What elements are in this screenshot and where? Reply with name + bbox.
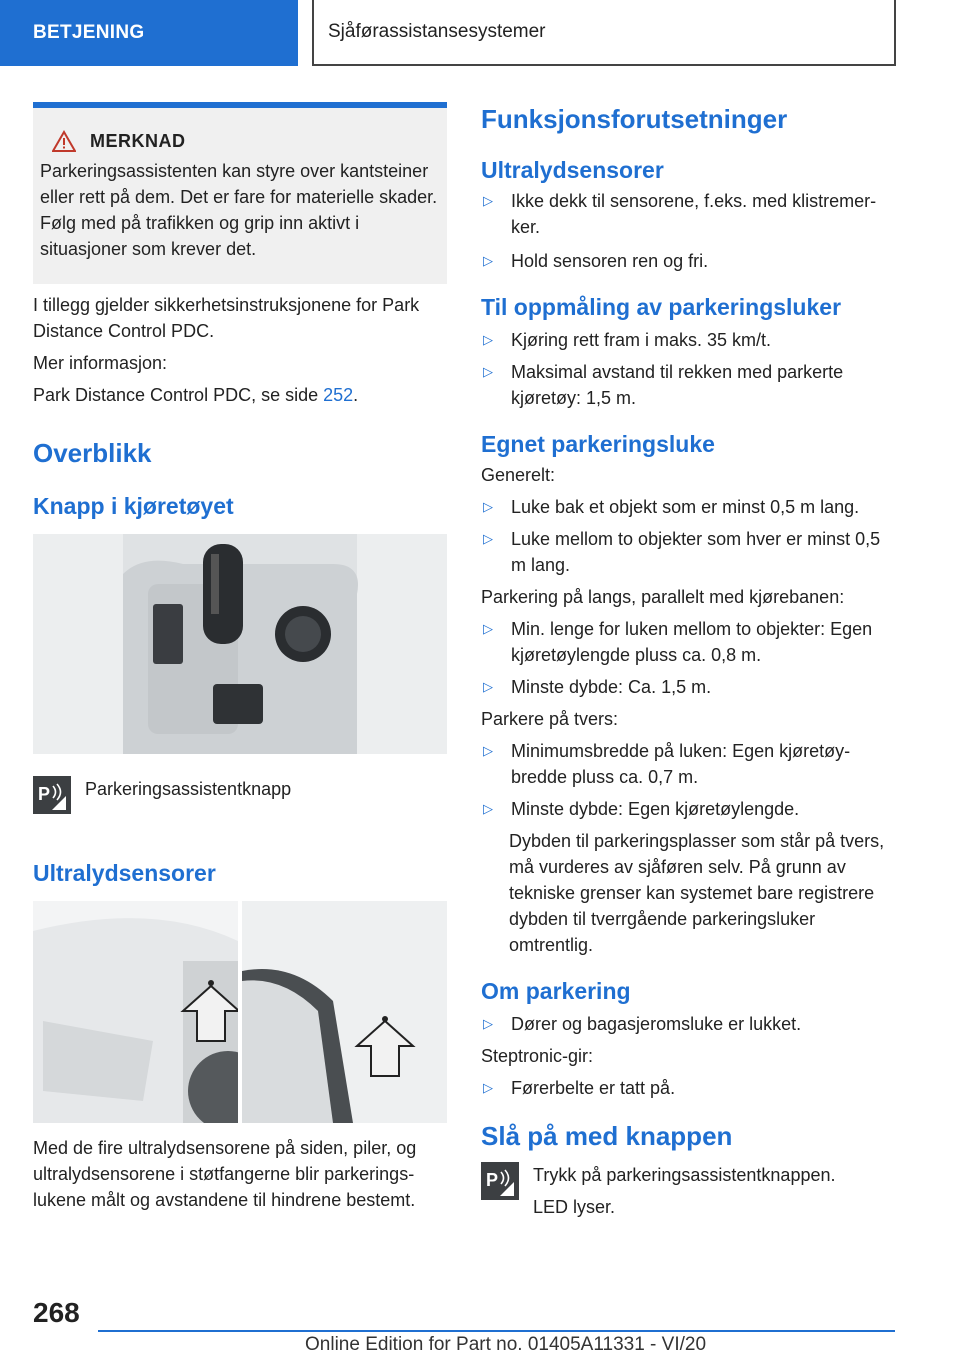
chapter-title: Sjåførassistansesystemer <box>328 21 546 42</box>
bullet-triangle-icon: ▷ <box>483 531 493 546</box>
bullet-triangle-icon: ▷ <box>483 253 493 268</box>
heading-overview: Overblikk <box>33 438 152 468</box>
list-item-text: Kjøring rett fram i maks. 35 km/t. <box>511 330 772 350</box>
general-label: Generelt: <box>481 465 556 485</box>
list-item <box>481 616 895 668</box>
left-column <box>33 102 447 1213</box>
list-item-text: Førerbelte er tatt på. <box>511 1078 676 1098</box>
heading-switch-on: Slå på med knappen <box>481 1121 733 1151</box>
bullet-triangle-icon: ▷ <box>483 364 493 379</box>
page-number: 268 <box>33 1297 80 1328</box>
pdc-reference-text: Park Distance Control PDC, se side <box>33 385 324 405</box>
list-item-text: Hold sensoren ren og fri. <box>511 251 709 271</box>
switch-on-steps <box>533 1162 835 1220</box>
safety-paragraph: I tillegg gjelder sikkerhetsinstruksjonene for Park Distance Control PDC. <box>33 295 420 341</box>
list-item-text: Luke mellom to objekter som hver er minst 0,5 m lang. <box>511 529 881 575</box>
bullet-triangle-icon: ▷ <box>483 1080 493 1095</box>
ultrasound-list <box>481 188 895 274</box>
bullet-triangle-icon: ▷ <box>483 332 493 347</box>
heading-requirements: Funksjonsforutsetninger <box>481 104 788 134</box>
header-chapter <box>312 0 896 66</box>
list-item <box>481 1011 895 1037</box>
heading-measure-gaps: Til oppmåling av parkeringsluker <box>481 294 842 320</box>
steptronic-label: Steptronic-gir: <box>481 1046 594 1066</box>
parallel-list <box>481 616 895 700</box>
bullet-triangle-icon: ▷ <box>483 193 493 208</box>
heading-ultrasound-sensors-left: Ultralydsensorer <box>33 860 216 886</box>
button-caption-row <box>33 776 447 814</box>
list-item-text: Luke bak et objekt som er minst 0,5 m lang. <box>511 497 860 517</box>
list-item <box>481 248 895 274</box>
pdc-parking-icon <box>481 1162 519 1200</box>
list-item-text: Maksimal avstand til rekken med parkerte kjøretøy: 1,5 m. <box>511 362 844 408</box>
bullet-triangle-icon: ▷ <box>483 499 493 514</box>
general-list <box>481 494 895 578</box>
list-item <box>481 738 895 790</box>
parallel-label: Parkering på langs, parallelt med kjørebanen: <box>481 587 845 607</box>
notice-header <box>40 130 440 152</box>
svg-text:P: P <box>38 784 51 804</box>
list-item <box>481 359 895 411</box>
sensor-photo <box>33 901 447 1123</box>
console-illustration <box>33 534 447 754</box>
pdc-parking-icon <box>33 776 71 814</box>
sensors-description: Med de fire ultralydsensorene på siden, piler, og ultralydsensorene i støtfangerne blir parkeringslukene målt og avstandene til hindrene bestemt. <box>33 1138 417 1210</box>
button-caption: Parkeringsassistentknapp <box>85 779 292 799</box>
cross-note: Dybden til parkeringsplasser som står på tvers, må vurderes av sjåføren selv. På grunn av tekniske grenser kan systemet bare registrere dybden til tverrgående parkeringsluker omtrentlig. <box>509 831 885 955</box>
sensor-illustration <box>33 901 447 1123</box>
list-item <box>481 188 895 240</box>
switch-on-step-2: LED lyser. <box>533 1197 616 1217</box>
footer-rule <box>98 1330 895 1332</box>
list-item <box>481 796 895 822</box>
measure-list <box>481 327 895 411</box>
cross-label: Parkere på tvers: <box>481 709 619 729</box>
bullet-triangle-icon: ▷ <box>483 743 493 758</box>
about-list <box>481 1011 895 1037</box>
list-item-text: Ikke dekk til sensorene, f.eks. med klistremerker. <box>511 191 877 237</box>
bullet-triangle-icon: ▷ <box>483 801 493 816</box>
list-item-text: Dører og bagasjeromsluke er lukket. <box>511 1014 802 1034</box>
bullet-triangle-icon: ▷ <box>483 1016 493 1031</box>
right-column <box>481 102 895 1220</box>
list-item-text: Minste dybde: Egen kjøretøylengde. <box>511 799 800 819</box>
switch-on-step-1: Trykk på parkeringsassistentknappen. <box>533 1165 836 1185</box>
heading-ultrasound-sensors-right: Ultralydsensorer <box>481 157 664 183</box>
list-item <box>481 327 895 353</box>
steptronic-list <box>481 1075 895 1101</box>
heading-button-in-vehicle: Knapp i kjøretøyet <box>33 493 234 519</box>
footer-edition: Online Edition for Part no. 01405A11331 - VI/20 <box>305 1334 707 1355</box>
notice-text: Parkeringsassistenten kan styre over kantsteiner eller rett på dem. Det er fare for materielle skader. Følg med på trafikken og grip inn aktivt i situasjoner som krever det. <box>40 161 438 259</box>
page-link-252[interactable]: 252 <box>323 385 354 405</box>
notice-title: MERKNAD <box>90 130 186 151</box>
cross-list <box>481 738 895 958</box>
heading-about-parking: Om parkering <box>481 978 631 1004</box>
switch-on-row <box>481 1162 895 1220</box>
notice-box <box>33 102 447 284</box>
svg-text:P: P <box>486 1170 499 1190</box>
header-section: BETJENING <box>0 0 298 66</box>
more-info-label: Mer informasjon: <box>33 353 168 373</box>
list-item <box>481 526 895 578</box>
bullet-triangle-icon: ▷ <box>483 679 493 694</box>
bullet-triangle-icon: ▷ <box>483 621 493 636</box>
list-item-text: Minimumsbredde på luken: Egen kjøretøybredde pluss ca. 0,7 m. <box>511 741 851 787</box>
list-item <box>481 674 895 700</box>
console-photo <box>33 534 447 754</box>
pdc-reference <box>33 382 447 408</box>
list-item-text: Minste dybde: Ca. 1,5 m. <box>511 677 712 697</box>
list-item-text: Min. lenge for luken mellom to objekter: Egen kjøretøylengde pluss ca. 0,8 m. <box>511 619 873 665</box>
heading-suitable-gap: Egnet parkeringsluke <box>481 431 715 457</box>
pdc-reference-suffix: . <box>353 385 359 405</box>
list-item <box>481 494 895 520</box>
warning-triangle-icon <box>52 130 76 152</box>
list-item <box>481 1075 895 1101</box>
